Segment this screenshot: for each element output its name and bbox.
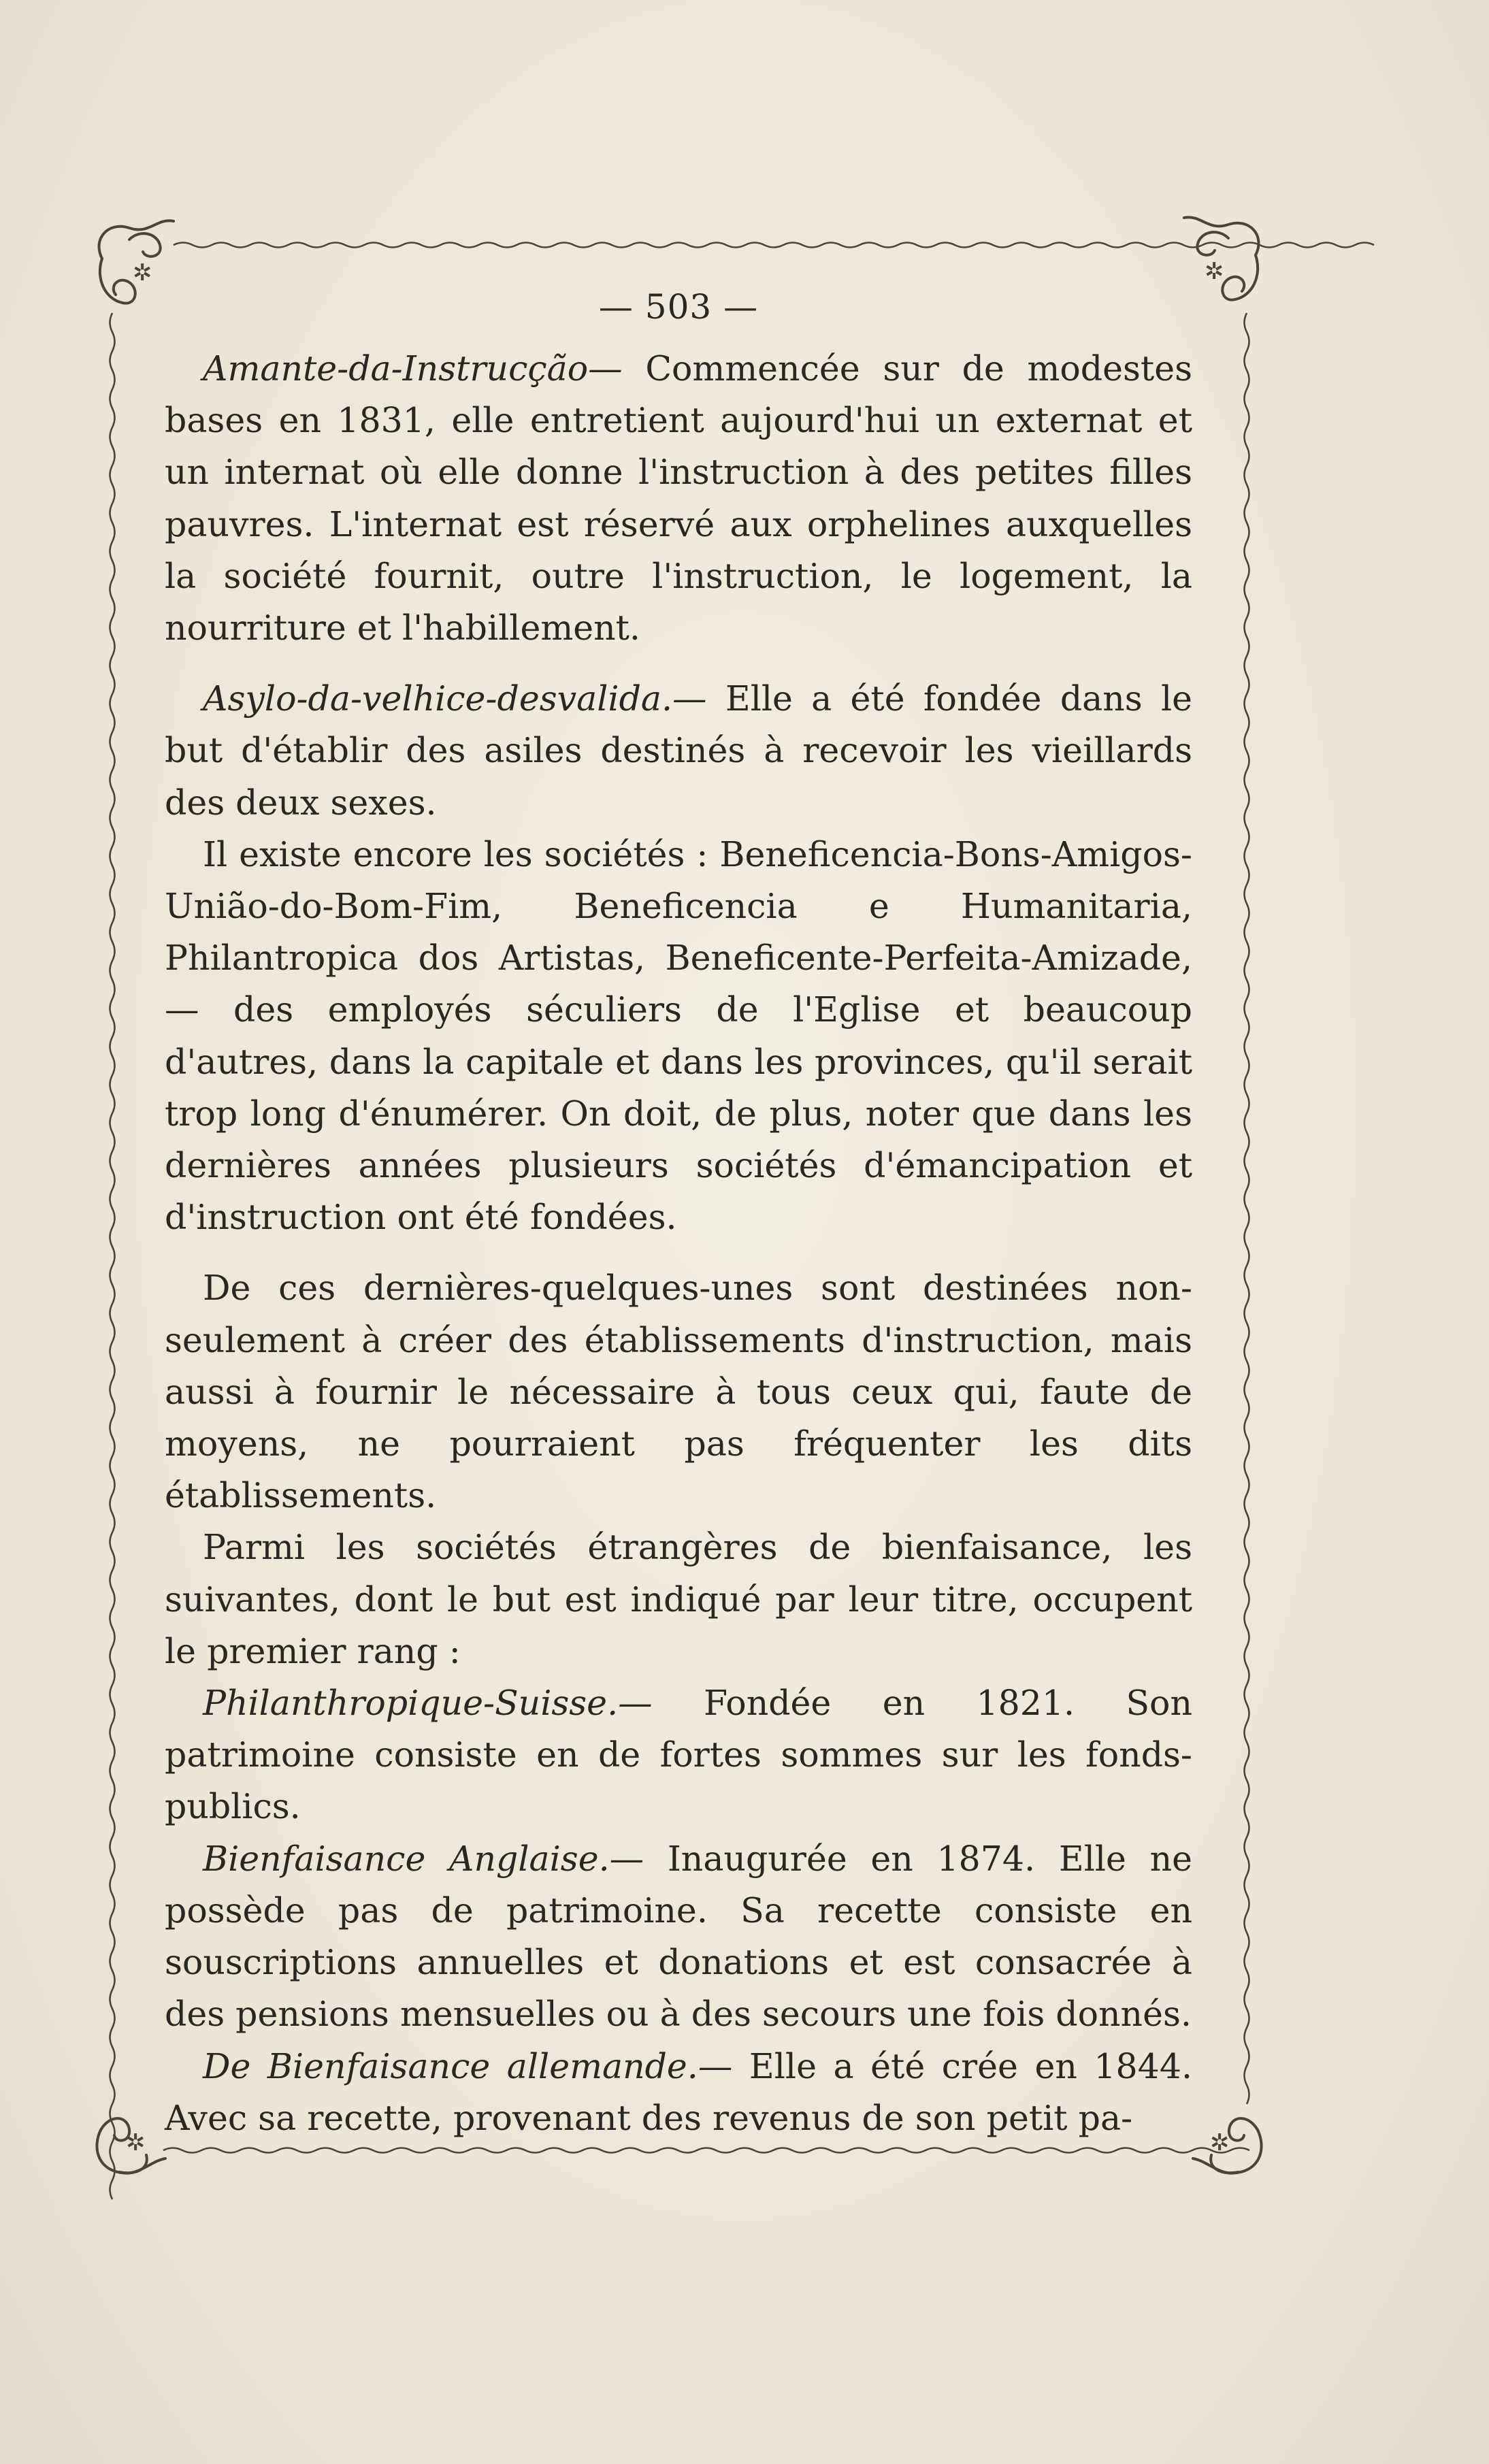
svg-text:✲: ✲ [1210, 2129, 1230, 2156]
page-number: — 503 — [598, 287, 759, 327]
paragraph-bienfaisance-anglaise [165, 1833, 1192, 2041]
paragraph-body: Fondée en 1821. Son patrimoine consiste en de fortes sommes sur les fonds-publics. [165, 1683, 1192, 1827]
paragraph-bienfaisance-allemande [165, 2041, 1192, 2144]
paragraph-body: De ces dernières-quelques-unes sont destinées non-seulement à créer des établissements d'instruction, mais aussi à fournir le nécessaire à tous ceux qui, faute de moyens, ne pourraient pas fréquenter les dits établissements. [165, 1268, 1192, 1516]
paragraph-body: Inaugurée en 1874. Elle ne possède pas de patrimoine. Sa recette consiste en souscriptions annuelles et donations et est consacrée à des pensions mensuelles ou à des secours une fois donnés. [165, 1838, 1192, 2035]
page-text [165, 287, 1192, 2144]
svg-text:✲: ✲ [1205, 258, 1224, 285]
paragraph-title: Bienfaisance Anglaise.— [203, 1838, 644, 1879]
paragraph-title: Asylo-da-velhice-desvalida.— [203, 678, 707, 719]
paragraph-title: Philanthropique-Suisse.— [203, 1683, 653, 1724]
paragraph-philanthropique-suisse [165, 1677, 1192, 1833]
corner-ornament-top-right-icon [1184, 217, 1258, 299]
paragraph-dernieres-societes [165, 1262, 1192, 1522]
frame-right-border [1245, 313, 1249, 2104]
paragraph-title: De Bienfaisance allemande.— [203, 2046, 733, 2086]
frame-bottom-border [163, 2148, 1249, 2153]
paragraph-body: Il existe encore les sociétés : Beneficencia-Bons-Amigos-União-do-Bom-Fim, Beneficencia e Humanitaria, Philantropica dos Artistas, Beneficente-Perfeita-Amizade,— des employés séculiers de l'Eglise et beaucoup d'autres, dans la capitale et dans les provinces, qu'il serait trop long d'énumérer. On doit, de plus, noter que dans les dernières années plusieurs sociétés d'émancipation et d'instruction ont été fondées. [165, 834, 1192, 1238]
paragraph-body: Elle a été crée en 1844. Avec sa recette, provenant des revenus de son petit pa- [165, 2046, 1192, 2138]
paragraph-body: Commencée sur de modestes bases en 1831, elle entretient aujourd'hui un externat et un internat où elle donne l'instruction à des petites filles pauvres. L'internat est réservé aux orphelines auxquelles la société fournit, outre l'instruction, le logement, la nourriture et l'habillement. [165, 348, 1192, 648]
paragraph-asylo-da-velhice [165, 673, 1192, 829]
corner-ornament-top-left-icon [99, 220, 174, 303]
corner-ornament-bottom-right-icon [1193, 2118, 1262, 2173]
paragraph-body: Parmi les sociétés étrangères de bienfaisance, les suivantes, dont le but est indiqué par leur titre, occupent le premier rang : [165, 1527, 1192, 1671]
paragraph-societes-etrangeres [165, 1522, 1192, 1677]
corner-ornament-bottom-left-icon [97, 2118, 165, 2173]
svg-text:✲: ✲ [126, 2129, 146, 2156]
frame-top-border [174, 243, 1374, 248]
paragraph-body: Elle a été fondée dans le but d'établir des asiles destinés à recevoir les vieillards des deux sexes. [165, 678, 1192, 823]
svg-text:✲: ✲ [133, 259, 152, 286]
frame-left-border [110, 313, 115, 2199]
paragraph-amante-da-instruccao [165, 343, 1192, 654]
paragraph-title: Amante-da-Instrucção— [203, 348, 623, 389]
paragraph-autres-societes [165, 829, 1192, 1244]
